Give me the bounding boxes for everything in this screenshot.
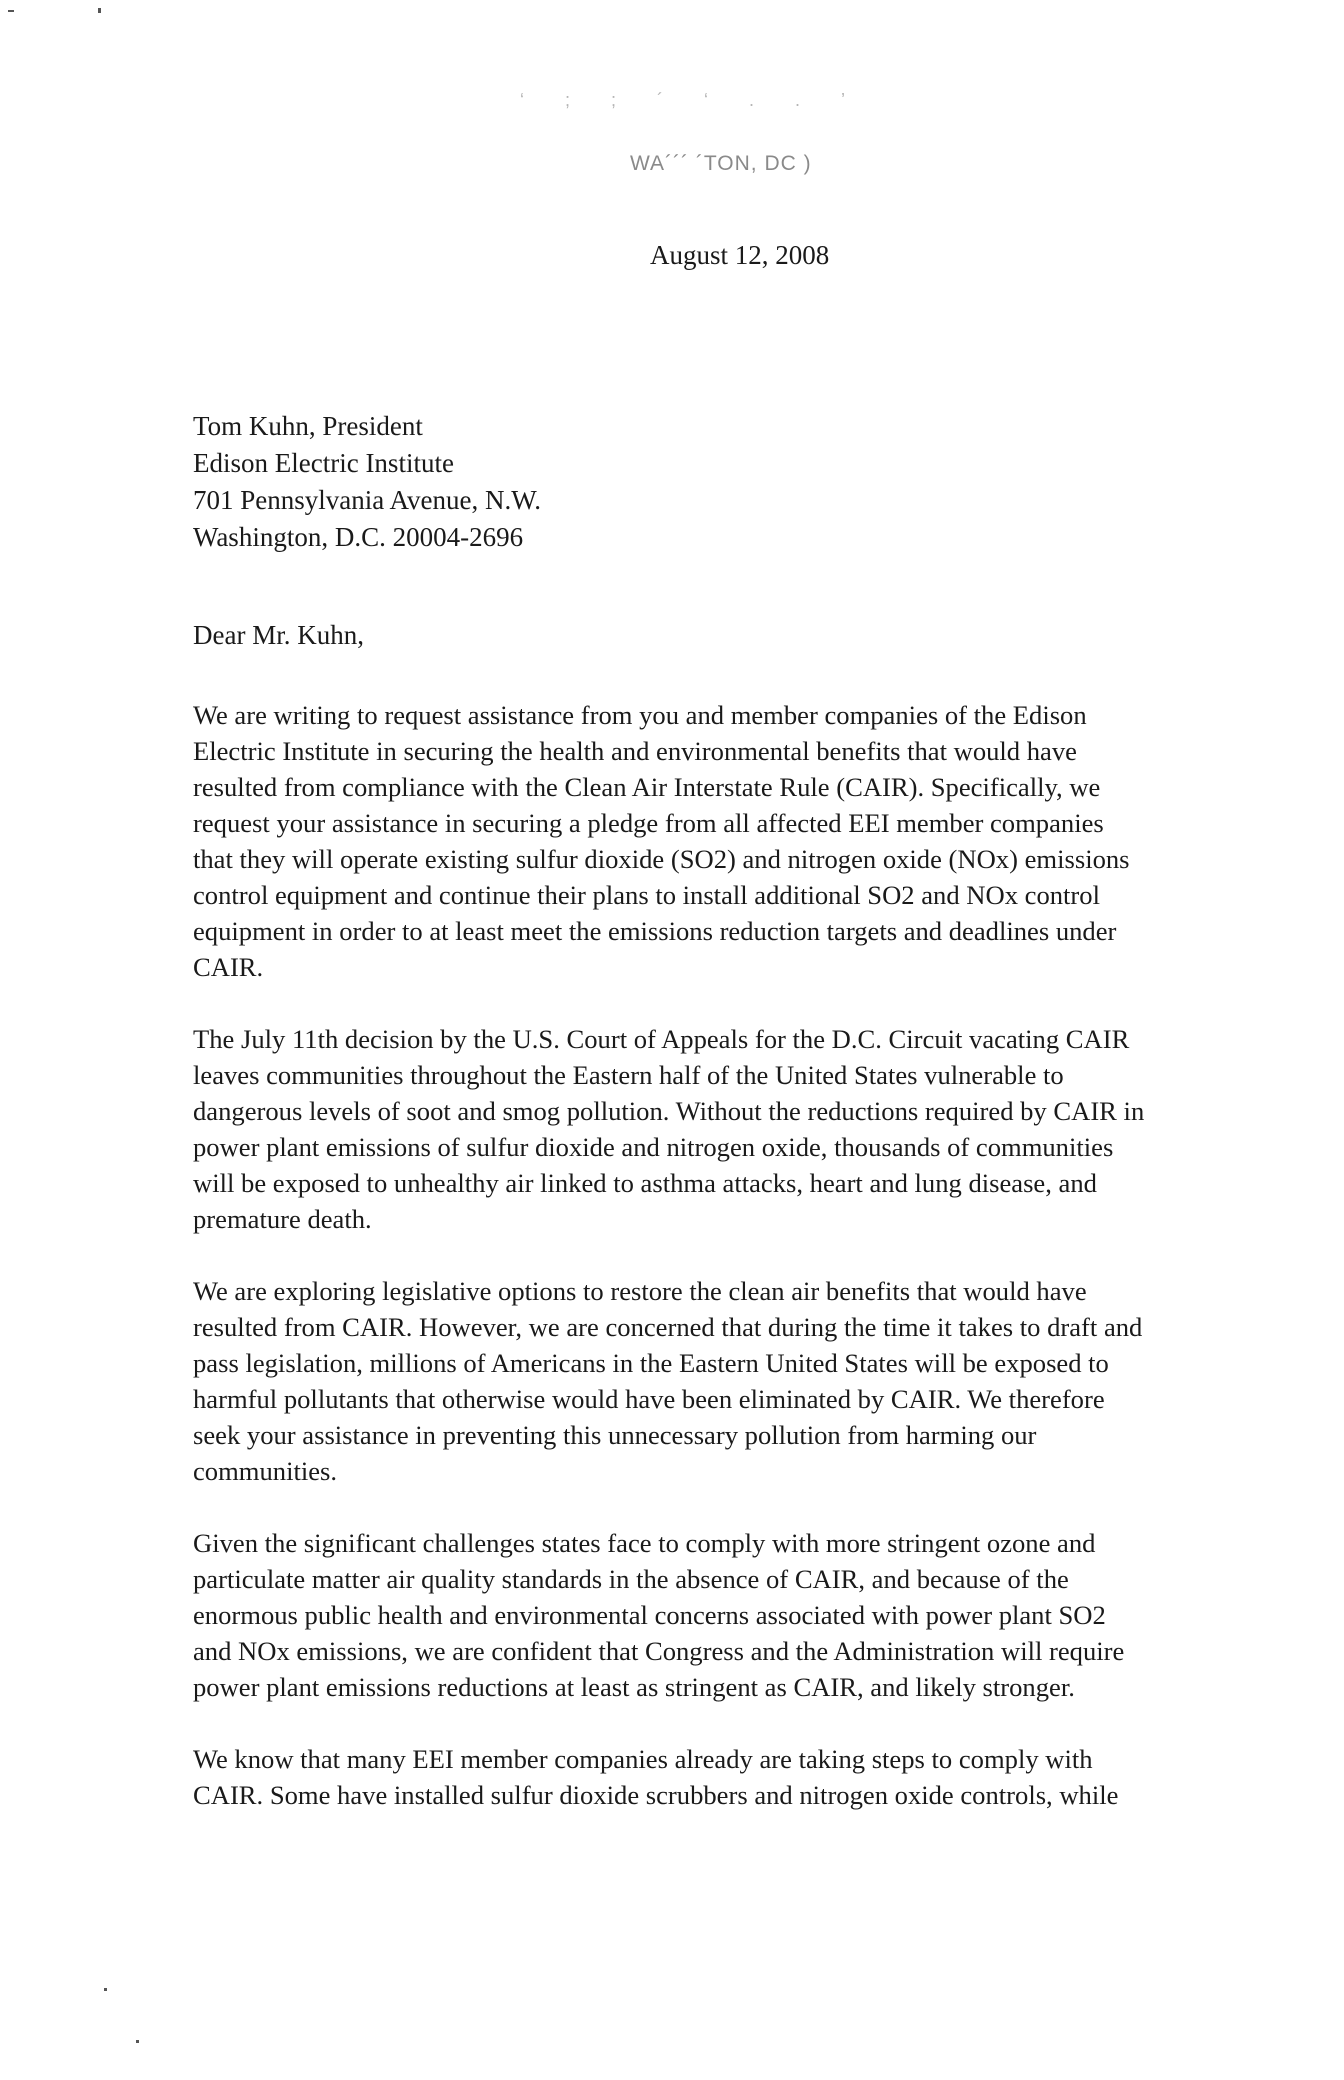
- paragraph-line: CAIR.: [193, 952, 264, 982]
- paragraph-line: We are exploring legislative options to restore the clean air benefits that would have: [193, 1276, 1087, 1306]
- body-paragraph: [193, 1273, 1303, 1489]
- paragraph-line: The July 11th decision by the U.S. Court of Appeals for the D.C. Circuit vacating CAIR: [193, 1024, 1130, 1054]
- recipient-organization: Edison Electric Institute: [193, 448, 454, 478]
- scan-mark: [98, 8, 101, 13]
- paragraph-line: communities.: [193, 1456, 338, 1486]
- paragraph-line: We know that many EEI member companies already are taking steps to comply with: [193, 1744, 1093, 1774]
- recipient-street: 701 Pennsylvania Avenue, N.W.: [193, 485, 541, 515]
- paragraph-line: enormous public health and environmental concerns associated with power plant SO2: [193, 1600, 1106, 1630]
- scan-mark: [136, 2040, 139, 2043]
- body-paragraph: [193, 1021, 1303, 1237]
- paragraph-line: harmful pollutants that otherwise would have been eliminated by CAIR. We therefore: [193, 1384, 1105, 1414]
- paragraph-line: resulted from CAIR. However, we are concerned that during the time it takes to draft and: [193, 1312, 1143, 1342]
- paragraph-line: request your assistance in securing a pledge from all affected EEI member companies: [193, 808, 1104, 838]
- paragraph-line: equipment in order to at least meet the emissions reduction targets and deadlines under: [193, 916, 1117, 946]
- paragraph-line: and NOx emissions, we are confident that Congress and the Administration will require: [193, 1636, 1125, 1666]
- paragraph-line: leaves communities throughout the Eastern half of the United States vulnerable to: [193, 1060, 1064, 1090]
- paragraph-line: Given the significant challenges states face to comply with more stringent ozone and: [193, 1528, 1096, 1558]
- letter-date: August 12, 2008: [650, 240, 830, 270]
- paragraph-line: dangerous levels of soot and smog pollution. Without the reductions required by CAIR in: [193, 1096, 1145, 1126]
- paragraph-line: premature death.: [193, 1204, 372, 1234]
- paragraph-line: We are writing to request assistance from you and member companies of the Edison: [193, 700, 1087, 730]
- body-paragraph: [193, 697, 1303, 985]
- paragraph-line: power plant emissions of sulfur dioxide and nitrogen oxide, thousands of communities: [193, 1132, 1114, 1162]
- scan-mark: [104, 1988, 107, 1991]
- letterhead-city: WA´´´ ´TON, DC ): [630, 152, 812, 175]
- paragraph-line: Electric Institute in securing the health and environmental benefits that would have: [193, 736, 1077, 766]
- recipient-name: Tom Kuhn, President: [193, 411, 423, 441]
- paragraph-line: will be exposed to unhealthy air linked to asthma attacks, heart and lung disease, and: [193, 1168, 1097, 1198]
- recipient-address: [193, 408, 541, 556]
- body-paragraph: [193, 1741, 1303, 1813]
- letterhead-faded-line: ‘ ; ; ´ ‘ . . ’: [520, 90, 864, 110]
- paragraph-line: power plant emissions reductions at least as stringent as CAIR, and likely stronger.: [193, 1672, 1075, 1702]
- paragraph-line: particulate matter air quality standards in the absence of CAIR, and because of the: [193, 1564, 1069, 1594]
- scan-mark: [8, 10, 14, 12]
- body-paragraph: [193, 1525, 1303, 1705]
- letter-body: [193, 697, 1303, 1849]
- salutation: Dear Mr. Kuhn,: [193, 620, 364, 650]
- paragraph-line: resulted from compliance with the Clean Air Interstate Rule (CAIR). Specifically, we: [193, 772, 1101, 802]
- letterhead: [520, 90, 940, 180]
- paragraph-line: CAIR. Some have installed sulfur dioxide scrubbers and nitrogen oxide controls, while: [193, 1780, 1119, 1810]
- paragraph-line: pass legislation, millions of Americans in the Eastern United States will be exposed to: [193, 1348, 1109, 1378]
- paragraph-line: control equipment and continue their plans to install additional SO2 and NOx control: [193, 880, 1100, 910]
- paragraph-line: that they will operate existing sulfur dioxide (SO2) and nitrogen oxide (NOx) emissions: [193, 844, 1130, 874]
- recipient-city-zip: Washington, D.C. 20004-2696: [193, 522, 524, 552]
- paragraph-line: seek your assistance in preventing this unnecessary pollution from harming our: [193, 1420, 1037, 1450]
